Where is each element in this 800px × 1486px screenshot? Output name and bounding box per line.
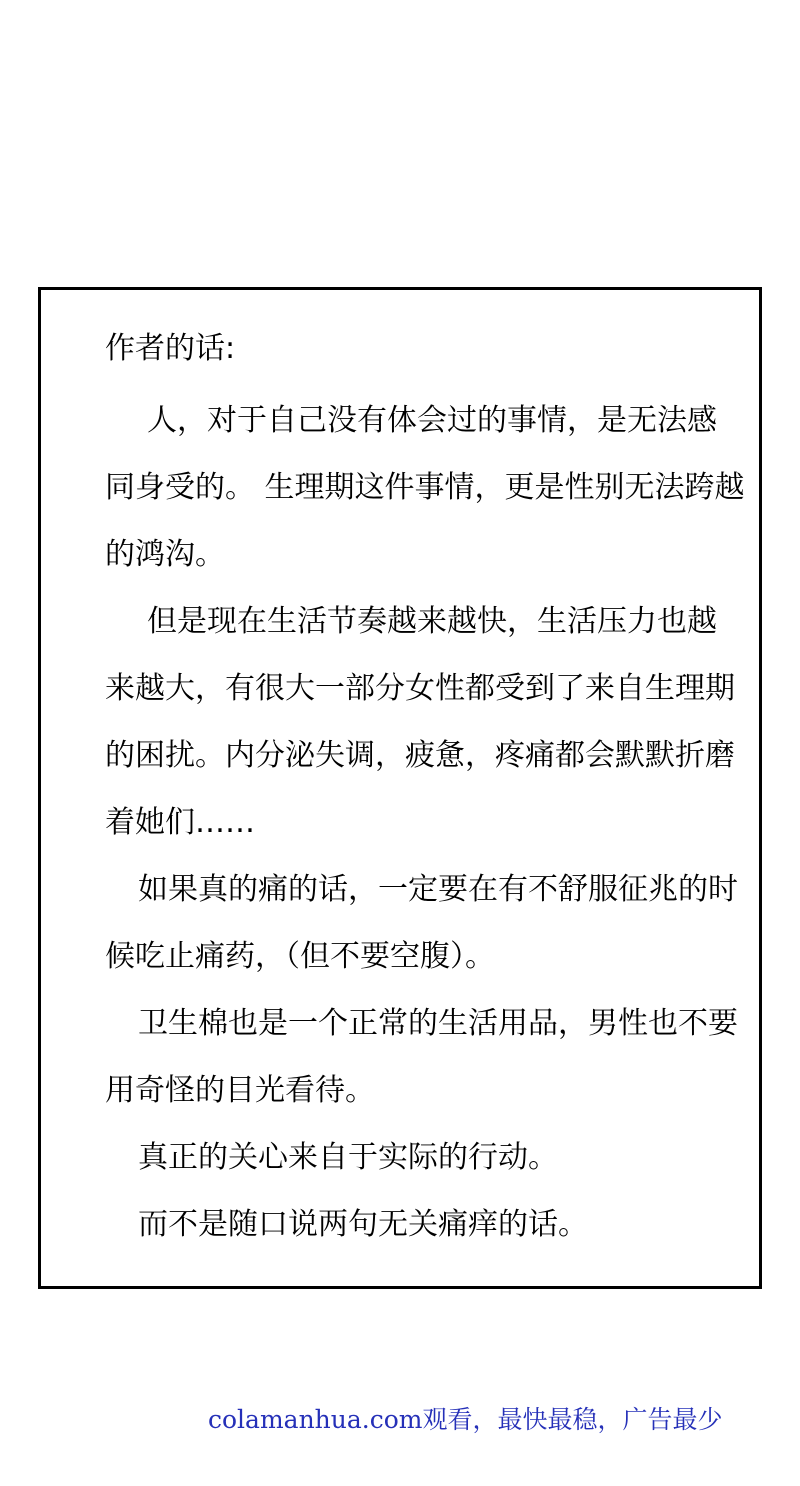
note-paragraph: 如果真的痛的话，一定要在有不舒服征兆的时候吃止痛药，（但不要空腹）。 (105, 872, 738, 974)
footer-site-link[interactable]: colamanhua.com观看，最快最稳，广告最少 (208, 1405, 723, 1434)
note-paragraph: 人，对于自己没有体会过的事情，是无法感同身受的。 生理期这件事情，更是性别无法跨越的鸿沟。 (105, 403, 745, 572)
note-paragraph: 但是现在生活节奏越来越快，生活压力也越来越大，有很大一部分女性都受到了来自生理期的困扰。内分泌失调，疲惫，疼痛都会默默折磨着她们…… (105, 604, 735, 840)
note-paragraph: 卫生棉也是一个正常的生活用品，男性也不要用奇怪的目光看待。 (105, 1006, 738, 1108)
note-paragraph: 而不是随口说两句无关痛痒的话。 (138, 1207, 588, 1242)
author-note-box (38, 287, 762, 1289)
author-note-title: 作者的话: (105, 331, 236, 366)
note-paragraph: 真正的关心来自于实际的行动。 (138, 1140, 558, 1175)
author-note-content (105, 320, 745, 1258)
